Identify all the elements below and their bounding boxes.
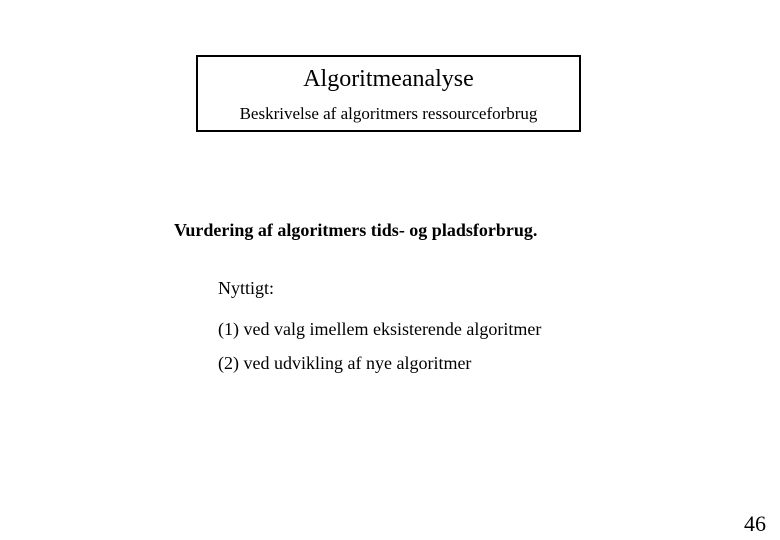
list-item: (2) ved udvikling af nye algoritmer bbox=[218, 353, 472, 373]
useful-label: Nyttigt: bbox=[218, 278, 275, 298]
slide-subtitle: Beskrivelse af algoritmers ressourceforbrug bbox=[239, 104, 538, 123]
list-item: (1) ved valg imellem eksisterende algoritmer bbox=[218, 319, 542, 339]
section-heading: Vurdering af algoritmers tids- og pladsforbrug. bbox=[174, 220, 538, 240]
page-number: 46 bbox=[744, 511, 766, 536]
slide-title: Algoritmeanalyse bbox=[303, 66, 474, 92]
title-box bbox=[196, 55, 581, 132]
